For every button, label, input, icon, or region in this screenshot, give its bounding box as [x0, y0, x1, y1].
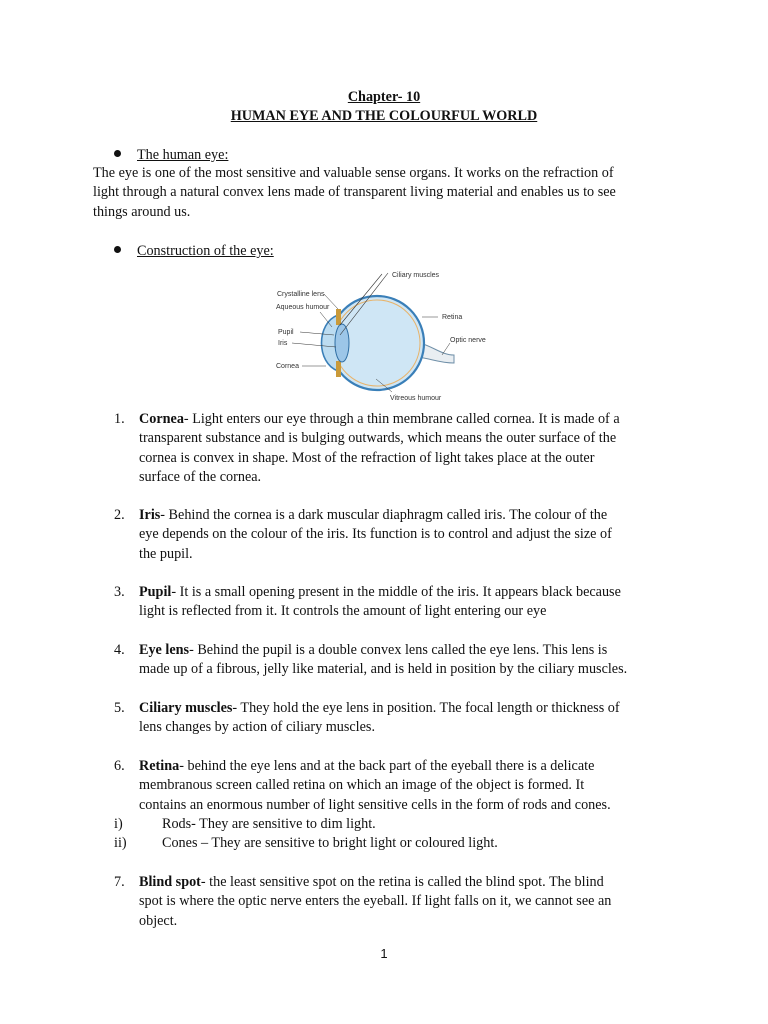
list-item-line: transparent substance and is bulging outwards, which means the outer surface of the: [139, 430, 617, 447]
sub-list-item-number: i): [114, 816, 123, 832]
list-item-term: Retina: [139, 758, 180, 774]
list-item-term: Iris: [139, 507, 161, 523]
label-crystalline-lens: Crystalline lens: [277, 291, 325, 298]
paragraph-line: light through a natural convex lens made of transparent living material and enables us to see: [93, 184, 616, 201]
label-aqueous-humour: Aqueous humour: [276, 304, 330, 311]
list-item-body: [139, 699, 679, 738]
list-item-line: - behind the eye lens and at the back part of the eyeball there is a delicate: [179, 758, 595, 774]
list-item-number: 2.: [114, 507, 125, 523]
chapter-title: HUMAN EYE AND THE COLOURFUL WORLD: [230, 108, 538, 124]
list-item-line: contains an enormous number of light sensitive cells in the form of rods and cones.: [139, 796, 611, 813]
paragraph-line: things around us.: [93, 203, 191, 220]
label-ciliary-muscles: Ciliary muscles: [392, 272, 440, 279]
bullet-icon: [114, 150, 121, 157]
list-item-line: - the least sensitive spot on the retina is called the blind spot. The blind: [200, 874, 604, 890]
list-item-line: - It is a small opening present in the middle of the iris. It appears black because: [171, 584, 621, 600]
list-item-number: 5.: [114, 700, 125, 716]
list-item-line: light is reflected from it. It controls the amount of light entering our eye: [139, 603, 547, 620]
list-item-line: eye depends on the colour of the iris. Its function is to control and adjust the size of: [139, 526, 612, 543]
paragraph-line: The eye is one of the most sensitive and valuable sense organs. It works on the refraction of: [93, 165, 614, 181]
list-item-line: surface of the cornea.: [139, 469, 262, 486]
list-item-line: cornea is convex in shape. Most of the refraction of light takes place at the outer: [139, 449, 595, 466]
list-item-line: spot is where the optic nerve enters the eyeball. If light falls on it, we cannot see an: [139, 893, 612, 910]
list-item-line: - Light enters our eye through a thin membrane called cornea. It is made of a: [183, 411, 620, 427]
sub-list-item-text: Cones – They are sensitive to bright light or coloured light.: [162, 835, 498, 851]
list-item-term: Pupil: [139, 584, 172, 600]
label-iris: Iris: [278, 340, 288, 347]
label-retina: Retina: [442, 314, 463, 321]
sub-list-item-text: Rods- They are sensitive to dim light.: [162, 816, 376, 832]
bullet-icon: [114, 246, 121, 253]
list-item-line: - Behind the cornea is a dark muscular diaphragm called iris. The colour of the: [160, 507, 608, 523]
heading-human-eye-text: The human eye:: [137, 147, 229, 163]
list-item-line: object.: [139, 912, 178, 929]
heading-human-eye: [114, 146, 228, 165]
list-item-body: [139, 873, 679, 931]
list-item-line: - Behind the pupil is a double convex lens called the eye lens. This lens is: [189, 642, 608, 658]
list-item-number: 6.: [114, 758, 125, 774]
list-item-term: Eye lens: [139, 642, 190, 658]
list-item-line: the pupil.: [139, 545, 193, 562]
heading-construction-text: Construction of the eye:: [137, 243, 274, 259]
list-item-line: membranous screen called retina on which an image of the object is formed. It: [139, 777, 585, 794]
label-cornea: Cornea: [276, 363, 299, 370]
label-vitreous-humour: Vitreous humour: [390, 395, 442, 402]
list-item-number: 3.: [114, 584, 125, 600]
page-number: 1: [380, 946, 388, 961]
list-item-line: lens changes by action of ciliary muscles.: [139, 719, 375, 736]
list-item-line: - They hold the eye lens in position. The focal length or thickness of: [232, 700, 620, 716]
list-item-number: 1.: [114, 411, 125, 427]
chapter-number: Chapter- 10: [347, 89, 421, 105]
lens-shape: [335, 324, 349, 362]
label-pupil: Pupil: [278, 329, 294, 336]
list-item-term: Cornea: [139, 411, 184, 427]
list-item-line: made up of a fibrous, jelly like material, and is held in position by the ciliary muscles.: [139, 661, 628, 678]
list-item-body: [139, 641, 699, 680]
list-item-body: [139, 583, 679, 622]
sub-list-item-number: ii): [114, 835, 127, 851]
iris-shape-lower: [336, 361, 341, 377]
heading-construction: [114, 242, 274, 261]
label-optic-nerve: Optic nerve: [450, 337, 486, 344]
list-item-body: [139, 757, 679, 815]
list-item-number: 4.: [114, 642, 125, 658]
list-item-body: [139, 506, 679, 564]
list-item-body: [139, 410, 679, 488]
list-item-term: Blind spot: [139, 874, 201, 890]
iris-shape: [336, 309, 341, 325]
list-item-term: Ciliary muscles: [139, 700, 233, 716]
eye-diagram: [272, 265, 502, 405]
list-item-number: 7.: [114, 874, 125, 890]
human-eye-paragraph: [93, 164, 683, 222]
